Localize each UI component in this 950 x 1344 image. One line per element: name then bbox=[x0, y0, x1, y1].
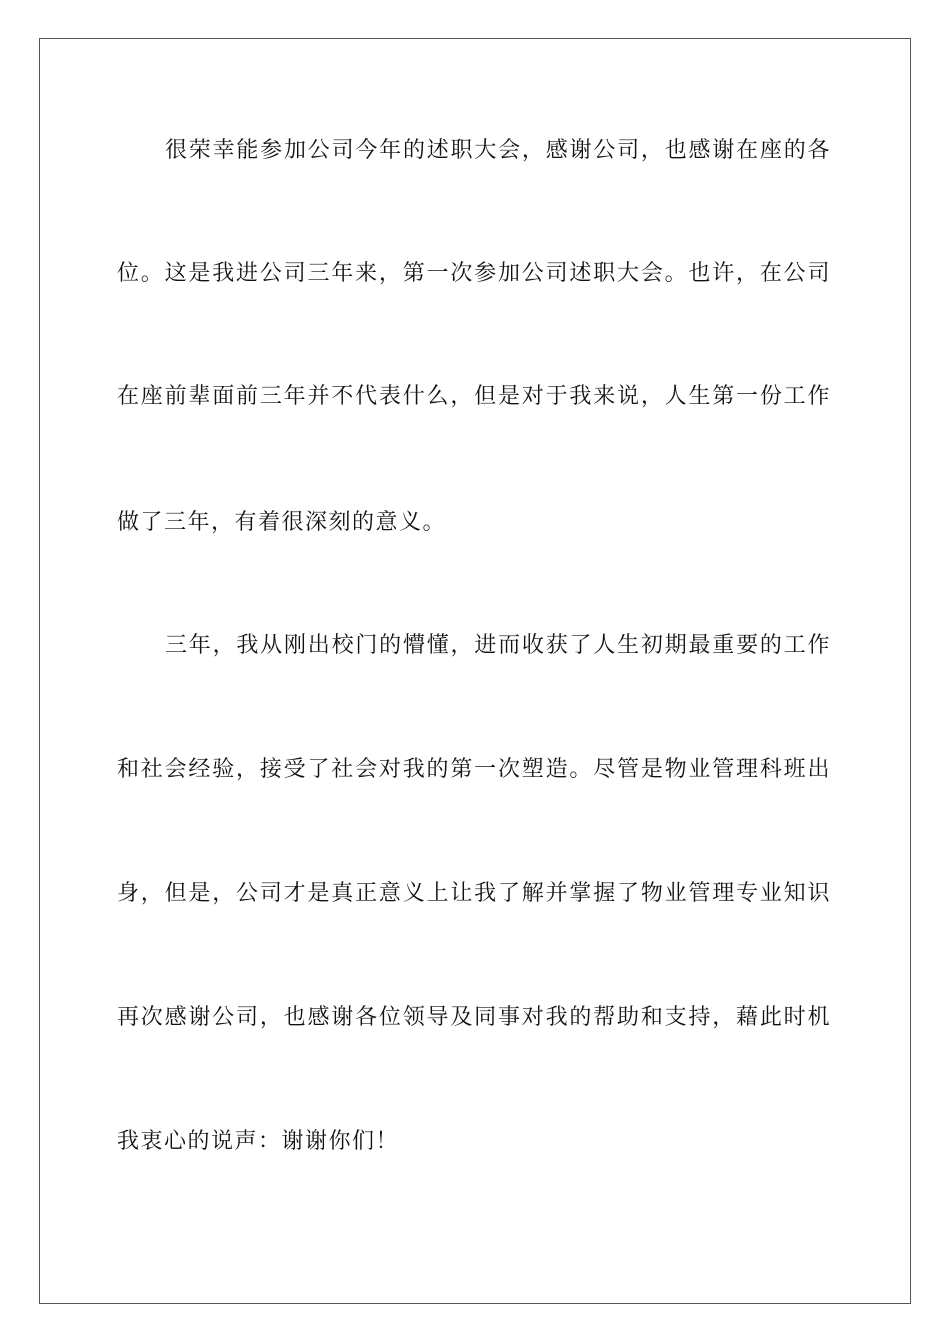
paragraph-2-line-3: 身，但是，公司才是真正意义上让我了解并掌握了物业管理专业知识 bbox=[117, 881, 831, 906]
paragraph-2-line-1: 三年，我从刚出校门的懵懂，进而收获了人生初期最重要的工作 bbox=[165, 633, 831, 658]
paragraph-1-line-3: 在座前辈面前三年并不代表什么，但是对于我来说，人生第一份工作 bbox=[117, 384, 831, 409]
paragraph-1-line-1: 很荣幸能参加公司今年的述职大会，感谢公司，也感谢在座的各 bbox=[165, 138, 831, 163]
paragraph-1-line-4: 做了三年，有着很深刻的意义。 bbox=[117, 510, 447, 535]
page-border bbox=[39, 38, 911, 1304]
paragraph-1-line-2: 位。这是我进公司三年来，第一次参加公司述职大会。也许，在公司 bbox=[117, 261, 831, 286]
paragraph-2-line-5: 我衷心的说声：谢谢你们！ bbox=[117, 1129, 400, 1154]
paragraph-2-line-2: 和社会经验，接受了社会对我的第一次塑造。尽管是物业管理科班出 bbox=[117, 757, 831, 782]
paragraph-2-line-4: 再次感谢公司，也感谢各位领导及同事对我的帮助和支持，藉此时机 bbox=[117, 1005, 831, 1030]
